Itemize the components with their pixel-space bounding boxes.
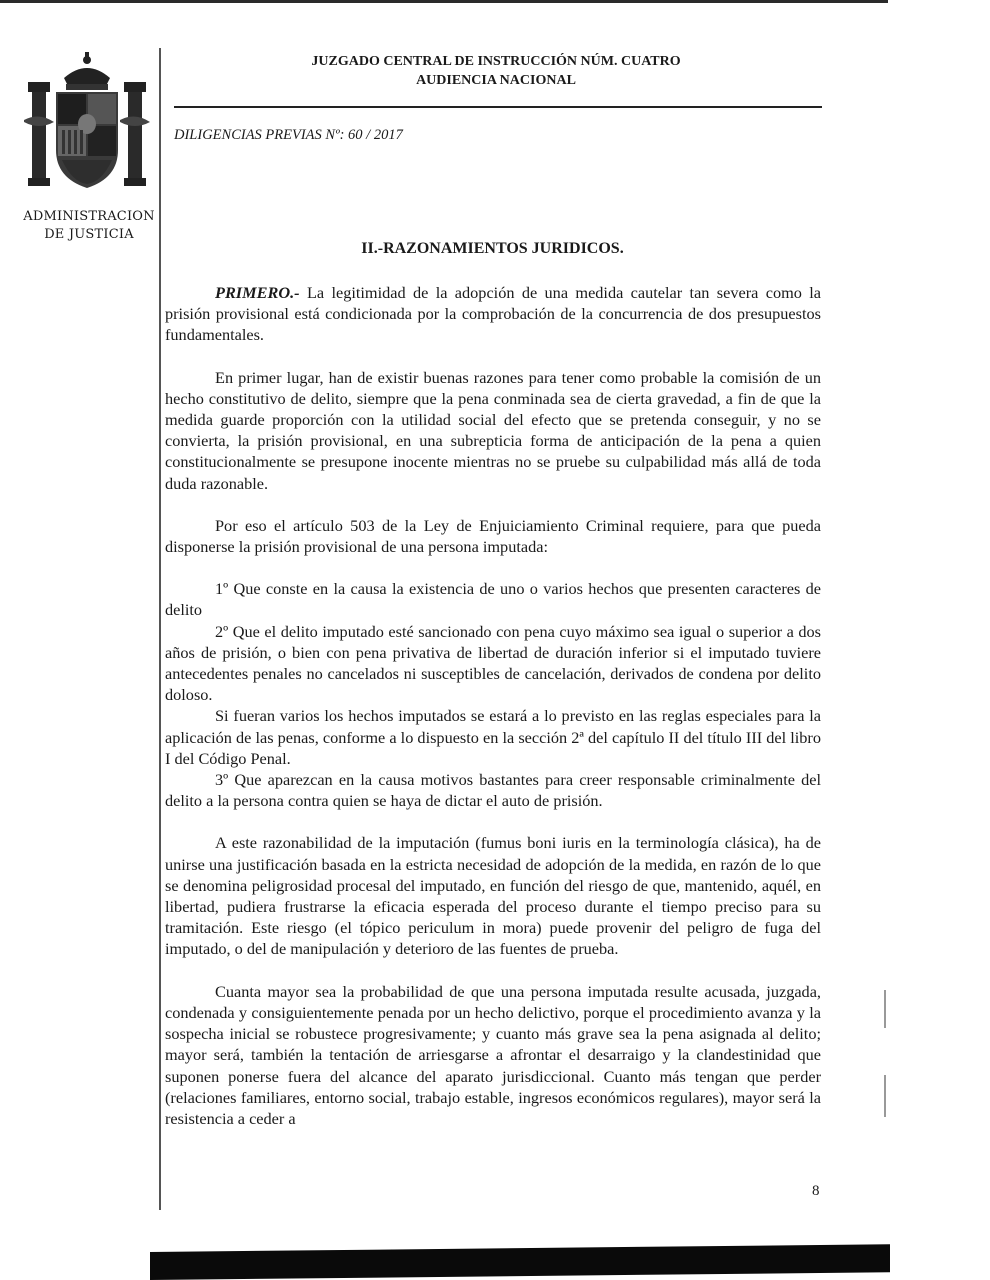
requirement-item-3: 3º Que aparezcan en la causa motivos bastantes para creer responsable criminalmente del delito a la persona contra quien se haya de dictar el auto de prisión. xyxy=(165,770,821,811)
margin-divider xyxy=(159,48,161,1210)
requirement-item-1: 1º Que conste en la causa la existencia de uno o varios hechos que presenten caracteres de delito xyxy=(165,579,821,620)
document-body xyxy=(165,282,821,1129)
scan-mark xyxy=(884,990,886,1028)
court-subtitle: AUDIENCIA NACIONAL xyxy=(416,73,576,88)
paragraph: Cuanta mayor sea la probabilidad de que una persona imputada resulte acusada, juzgada, condenada y consiguientemente penada por un hecho delictivo, porque el procedimiento avanza y la sospecha inicial se robustece progresivamente; y cuanto más grave sea la pena asignada al delito; mayor será, también la tentación de arriesgarse a afrontar el desarraigo y la clandestinidad que suponen ponerse fuera del alcance del aparato jurisdiccional. Cuanto más tengan que perder (relaciones familiares, entorno social, trabajo estable, ingresos económicos regulares), mayor será la resistencia a ceder a xyxy=(165,981,821,1128)
admin-line-1: ADMINISTRACION xyxy=(23,209,155,224)
court-header xyxy=(200,52,792,90)
requirement-item-2-note: Si fueran varios los hechos imputados se estará a lo previsto en las reglas especiales para la aplicación de las penas, conforme a lo dispuesto en la sección 2ª del capítulo II del título III del libro I del Código Penal. xyxy=(165,706,821,768)
scan-mark xyxy=(884,1075,886,1117)
scan-margin-right xyxy=(888,0,990,1280)
admin-line-2: DE JUSTICIA xyxy=(44,227,134,242)
paragraph-lead: PRIMERO.- xyxy=(215,283,300,302)
court-name: JUZGADO CENTRAL DE INSTRUCCIÓN NÚM. CUATRO xyxy=(311,54,681,69)
paragraph: A este razonabilidad de la imputación (fumus boni iuris en la terminología clásica), ha de unirse una justificación basada en la estricta necesidad de adopción de la medida, en razón de lo que se denomina peligrosidad procesal del imputado, en función del riesgo de que, mantenido, aquél, en libertad, pudiera frustrarse la eficacia esperada del proceso durante el tiempo preciso para su tramitación. Este riesgo (el tópico periculum in mora) puede provenir del peligro de fuga del imputado, o del de manipulación y deterioro de las fuentes de prueba. xyxy=(165,833,821,959)
page-number: 8 xyxy=(812,1183,820,1199)
paragraph: En primer lugar, han de existir buenas razones para tener como probable la comisión de un hecho constitutivo de delito, siempre que la pena conminada sea de cierta gravedad, a fin de que la medida guarde proporción con la utilidad social del efecto que se pretenda conseguir, y no se convierta, la prisión provisional, en una subrepticia forma de anticipación de la pena a quien constitucionalmente se presupone inocente mientras no se pruebe su culpabilidad más allá de toda duda razonable. xyxy=(165,367,821,493)
scan-border-bottom xyxy=(150,1244,890,1280)
paragraph-text: La legitimidad de la adopción de una medida cautelar tan severa como la prisión provisional está condicionada por la comprobación de la concurrencia de dos presupuestos fundamentales. xyxy=(165,283,821,345)
paragraph: Por eso el artículo 503 de la Ley de Enjuiciamiento Criminal requiere, para que pueda disponerse la prisión provisional de una persona imputada: xyxy=(165,515,821,557)
administracion-de-justicia xyxy=(18,208,160,244)
coat-of-arms-emblem xyxy=(22,50,152,195)
section-title: II.-RAZONAMIENTOS JURIDICOS. xyxy=(361,240,624,257)
case-reference: DILIGENCIAS PREVIAS Nº: 60 / 2017 xyxy=(174,127,403,143)
paragraph-primero xyxy=(165,282,821,346)
header-rule xyxy=(174,106,822,108)
scan-border-top xyxy=(0,0,990,3)
requirement-item-2: 2º Que el delito imputado esté sancionado con pena cuyo máximo sea igual o superior a dos años de prisión, o bien con pena privativa de libertad de duración inferior si el imputado tuviere antecedentes penales no cancelados ni susceptibles de cancelación, derivados de condena por delito doloso. xyxy=(165,621,821,705)
